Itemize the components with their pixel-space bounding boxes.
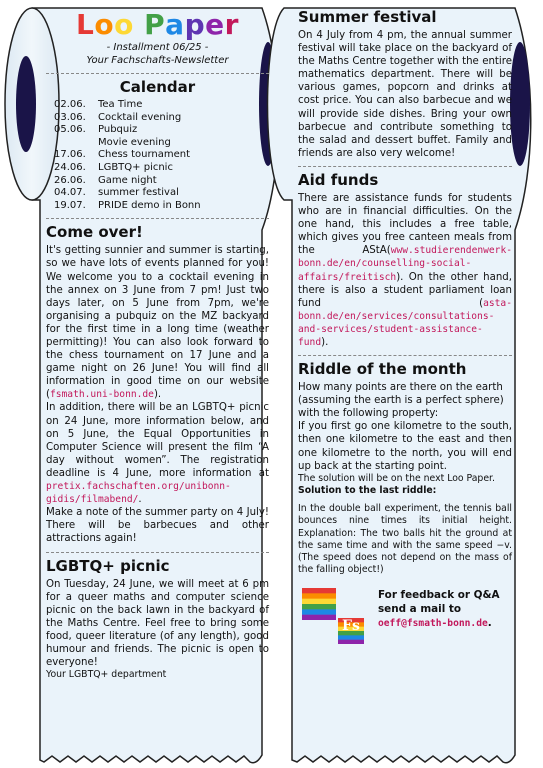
logo-stripe <box>338 640 364 644</box>
come-over-paragraph-2: In addition, there will be an LGBTQ+ picnic on 24 June, more information below, and on 5 June, the Equal Opportunities in Computer Science will present the film “A day without women”. The registration deadline is 4 June, more information at pretix.fachschaften.org/unibonn-gidis/filmabend/. <box>46 402 269 506</box>
title-letter: e <box>205 8 225 41</box>
picnic-signature: Your LGBTQ+ department <box>46 669 167 681</box>
calendar-row <box>54 175 201 188</box>
flag-stripe <box>302 610 336 616</box>
title-letter <box>134 10 144 40</box>
title-letter: p <box>184 8 206 41</box>
calendar-row <box>54 187 201 200</box>
flag-stripe <box>302 599 336 605</box>
newsletter-title <box>46 10 269 40</box>
summer-heading: Summer festival <box>298 8 437 26</box>
aid-heading: Aid funds <box>298 170 379 189</box>
calendar-event: Movie evening <box>98 136 171 148</box>
left-column <box>46 8 269 681</box>
newsletter-subtitle: Your Fachschafts-Newsletter <box>86 54 229 66</box>
studierendenwerk-link[interactable]: www.studierendenwerk-bonn.de/en/counselling-social-affairs/freitisch <box>298 245 512 283</box>
calendar-date: 24.06. <box>54 161 86 173</box>
calendar-date: 19.07. <box>54 199 86 211</box>
calendar-event: Tea Time <box>98 99 143 110</box>
divider <box>298 166 512 167</box>
riddle-question: How many points are there on the earth (assuming the earth is a perfect sphere) with the following property: <box>298 382 504 420</box>
calendar-date <box>54 137 98 150</box>
calendar-table <box>54 99 201 212</box>
picnic-paragraph: On Tuesday, 24 June, we will meet at 6 pm for a queer maths and computer science picnic on the back lawn in the backyard of the Maths Centre. Feel free to bring some food, queer literature (of any length), good humour and friends. The picnic is open to everyone! <box>46 578 269 669</box>
rainbow-flag-icon <box>302 588 336 620</box>
pretix-link[interactable]: pretix.fachschaften.org/unibonn-gidis/filmabend/ <box>46 481 231 506</box>
flag-stripe <box>302 615 336 620</box>
calendar-row <box>54 124 201 137</box>
calendar-heading: Calendar <box>119 78 196 96</box>
calendar-event: summer festival <box>98 187 179 199</box>
flag-stripe <box>302 588 336 594</box>
title-letter: L <box>76 8 95 41</box>
flag-stripe <box>302 604 336 610</box>
calendar-event: LGBTQ+ picnic <box>98 161 173 173</box>
calendar-row <box>54 200 201 213</box>
calendar-date: 04.07. <box>54 187 86 199</box>
solution-heading: Solution to the last riddle: <box>298 484 437 496</box>
feedback-block <box>298 584 512 644</box>
fsmath-website-link[interactable]: fsmath.uni-bonn.de <box>49 389 154 401</box>
divider <box>46 552 269 553</box>
calendar-event: PRIDE demo in Bonn <box>98 199 201 211</box>
riddle-note: The solution will be on the next Loo Paper. <box>298 472 495 484</box>
feedback-text: For feedback or Q&A send a mail to oeff@fsmath-bonn.de. <box>378 589 500 630</box>
feedback-email-link[interactable]: oeff@fsmath-bonn.de <box>378 618 488 630</box>
picnic-heading: LGBTQ+ picnic <box>46 556 170 575</box>
title-letter: P <box>144 8 166 41</box>
divider <box>298 355 512 356</box>
calendar-event: Chess tournament <box>98 149 191 161</box>
right-column <box>298 8 512 644</box>
flag-stripe <box>302 594 336 600</box>
come-over-heading: Come over! <box>46 223 143 242</box>
calendar-row <box>54 162 201 175</box>
aid-paragraph: There are assistance funds for students who are in financial difficulties. On the one hand, this includes a free table, which gives you free canteen meals from the AStA(www.studierendenwerk-bonn.de/en/counselling-social-affairs/freitisch). On the other hand, there is also a student parliament loan fund (asta-bonn.de/en/services/consultations-and-services/student-assistance-fund). <box>298 192 512 348</box>
divider <box>46 73 269 74</box>
installment-line: - Installment 06/25 - <box>106 42 209 53</box>
calendar-date: 17.06. <box>54 149 86 161</box>
riddle-heading: Riddle of the month <box>298 360 467 379</box>
calendar-event: Cocktail evening <box>98 111 182 123</box>
title-letter: o <box>114 8 134 41</box>
calendar-row <box>54 149 201 162</box>
calendar-row <box>54 112 201 125</box>
calendar-row <box>54 99 201 112</box>
come-over-paragraph-1: It's getting sunnier and summer is starting, so we have lots of events planned for you! We welcome you to a cocktail evening in the annex on 3 June from 7 pm! Just two days later, on 5 June from 7pm, we're organising a pubquiz on the MZ backyard for the first time in a long time (weather permitting)! You can also look forward to the chess tournament on 17 June and a game night on 26 June! You will find all information in good time on our website (fsmath.uni-bonn.de). <box>46 245 269 401</box>
calendar-event: Pubquiz <box>98 124 138 136</box>
logo-stripe <box>338 636 364 641</box>
solution-text: In the double ball experiment, the tennis ball bounces nine times its initial height. Explanation: The two balls hit the ground at the same time and with the same speed −v. (The speed does not depend on the mass of the falling object!) <box>298 503 512 576</box>
come-over-paragraph-3: Make a note of the summer party on 4 July! There will be barbecues and other attractions again! <box>46 507 269 545</box>
summer-paragraph: On 4 July from 4 pm, the annual summer festival will take place on the backyard of the Maths Centre together with the entire mathematics department. There will be various games, popcorn and drinks at cost price. You can also barbecue and we will provide side dishes. Bring your own barbecue and contribute something to the salad and dessert buffet. Family and friends are also very welcome! <box>298 30 512 159</box>
calendar-event: Game night <box>98 174 157 186</box>
divider <box>46 218 269 219</box>
calendar-date: 05.06. <box>54 124 86 136</box>
calendar-row <box>54 137 201 150</box>
title-letter: r <box>224 8 239 41</box>
calendar-date: 03.06. <box>54 111 86 123</box>
asta-link[interactable]: asta-bonn.de/en/services/consultations-and-services/student-assistance-fund <box>298 297 512 348</box>
title-letter: o <box>94 8 115 41</box>
calendar-date: 02.06. <box>54 99 86 110</box>
riddle-property: If you first go one kilometre to the south, then one kilometre to the east and then one kilometre to the north, you will end up back at the starting point. <box>298 421 512 472</box>
calendar-date: 26.06. <box>54 174 86 186</box>
fs-logo-letters: Fs <box>342 618 360 635</box>
title-letter: a <box>165 8 185 41</box>
